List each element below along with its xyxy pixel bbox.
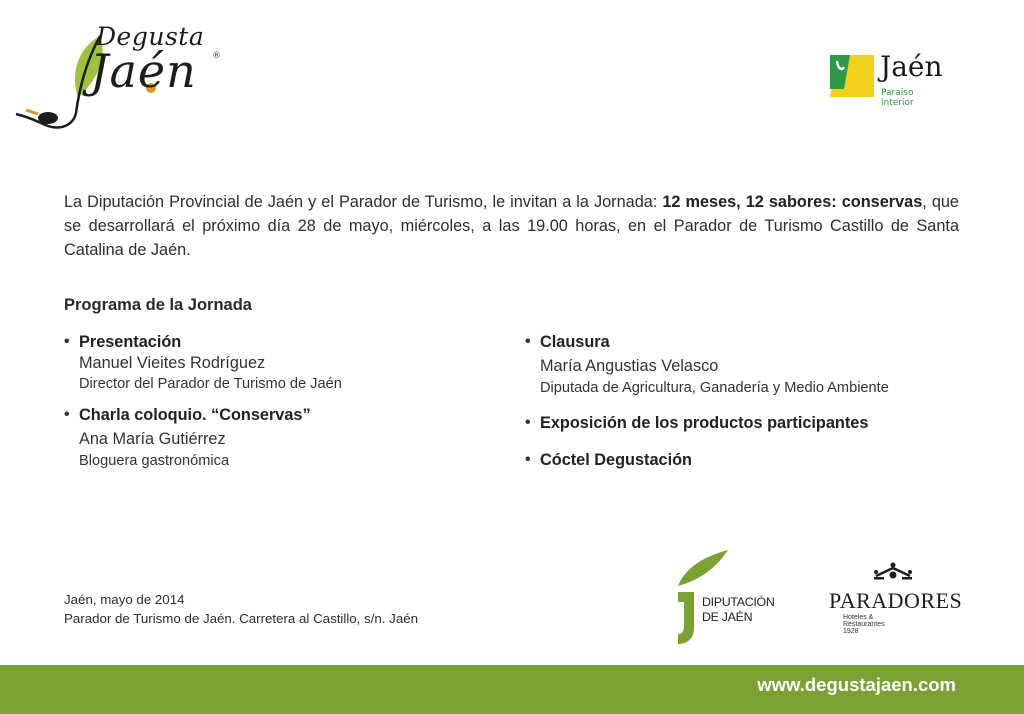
program-item-head: Cóctel Degustación [540,451,692,469]
event-title: 12 meses, 12 sabores: conservas [662,193,923,211]
program-item-head: Exposición de los productos participantes [540,414,869,432]
program-title: Programa de la Jornada [64,296,252,314]
program-item-head: Clausura [540,333,610,351]
diputacion-text [702,595,775,625]
jaen-subtitle: Paraíso interior [881,88,914,108]
bullet: • [525,414,531,431]
diputacion-line2: DE JAÉN [702,610,753,624]
program-item-role: Bloguera gastronómica [79,453,230,469]
program-item-head: Presentación [79,333,182,351]
registered-mark: ® [212,51,221,61]
intro-text-before: La Diputación Provincial de Jaén y el Parador de Turismo, le invitan a la Jornada: [64,193,663,211]
footer-address: Parador de Turismo de Jaén. Carretera al Castillo, s/n. Jaén [64,611,419,626]
jaen-j-emblem-icon [828,53,874,97]
footer-date: Jaén, mayo de 2014 [64,592,185,607]
degusta-jaen-logo [0,0,240,140]
program-item-head: Charla coloquio. “Conservas” [79,406,311,424]
logo-jaen-text: Jaén [90,44,197,98]
bullet: • [525,451,531,468]
bullet: • [64,333,70,350]
paradores-crown-icon [872,562,914,582]
program-item-name: María Angustias Velasco [540,357,719,375]
invitation-paragraph [64,190,959,262]
website-link[interactable]: www.degustajaen.com [757,674,956,695]
paradores-subtitle: Hoteles & Restaurantes 1928 [843,614,885,635]
diputacion-line1: DIPUTACIÓN [702,595,775,609]
footer-info [64,590,418,628]
program-item-name: Ana María Gutiérrez [79,430,226,448]
bullet: • [64,406,70,423]
jaen-title: Jaén [880,50,943,83]
logo-degusta-text: Degusta [96,22,205,51]
intro-text-after: , que se desarrollará el próximo día 28 de mayo, miércoles, a las 19.00 horas, en el Parador de Turismo Castillo de Santa Catalina de Jaén. [64,193,959,259]
program-item-name: Manuel Vieites Rodríguez [79,354,266,372]
paradores-title: PARADORES [829,588,963,613]
bullet: • [525,333,531,350]
program-item-role: Diputada de Agricultura, Ganadería y Medio Ambiente [540,380,889,396]
program-item-role: Director del Parador de Turismo de Jaén [79,376,342,392]
